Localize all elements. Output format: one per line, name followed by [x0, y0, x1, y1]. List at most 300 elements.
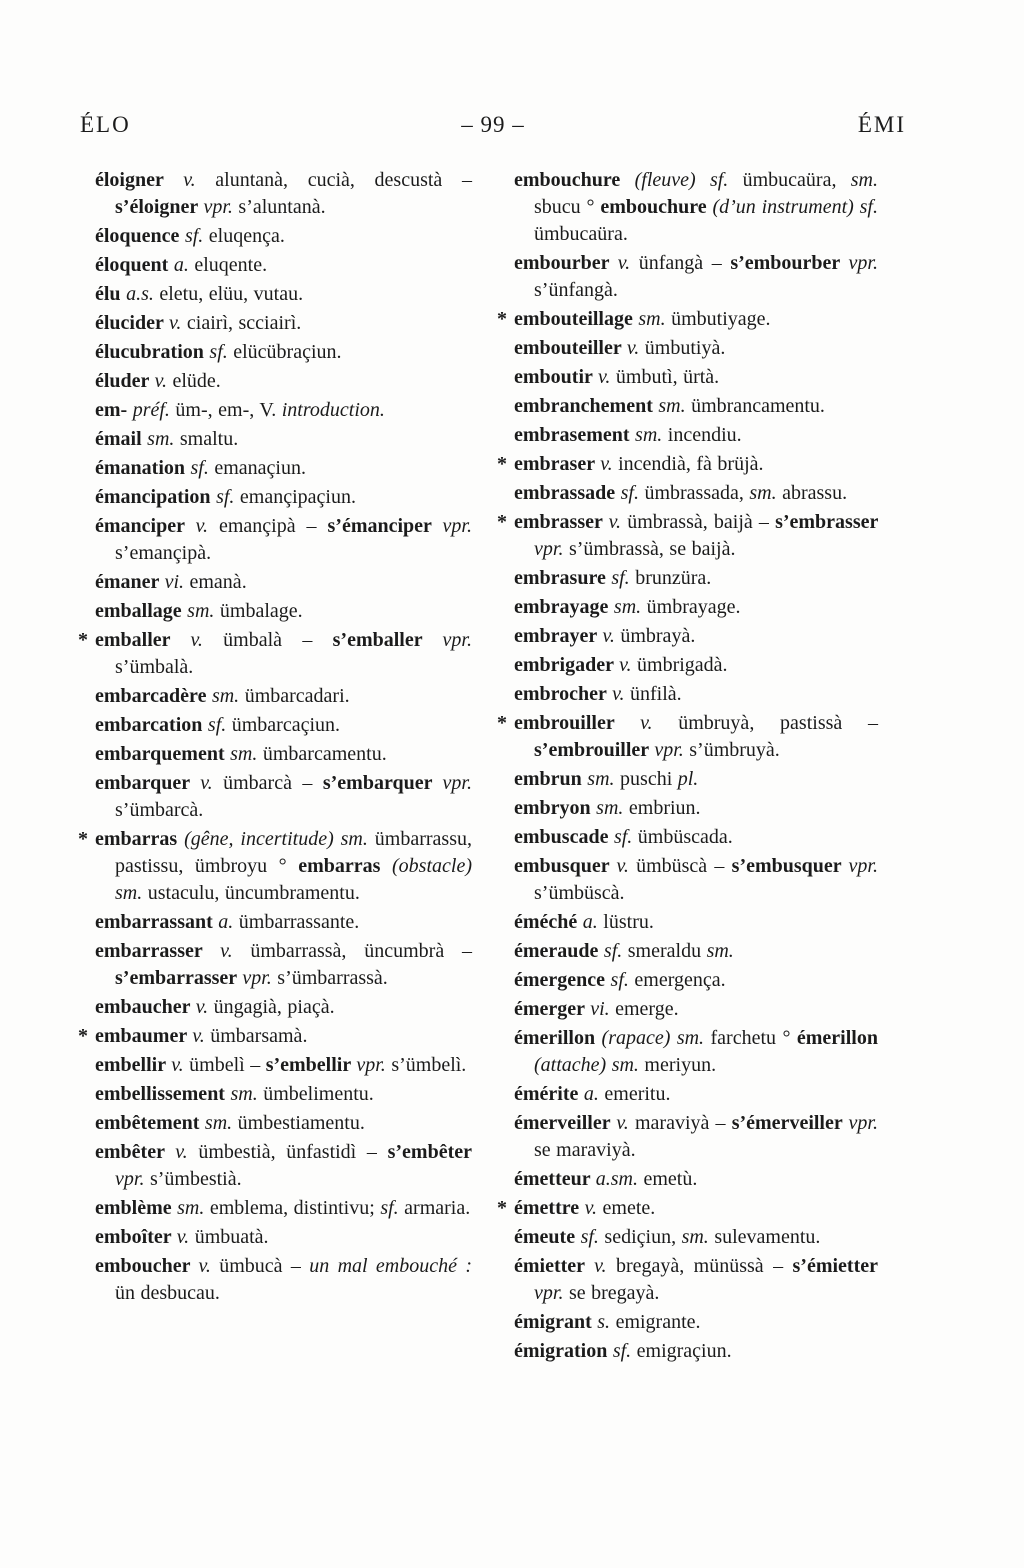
translation-text: eluqença.: [208, 225, 285, 247]
translation-text: aluntanà, cucià, descustà –: [215, 169, 472, 191]
grammar-label: vpr.: [848, 1112, 878, 1134]
grammar-label: v.: [594, 1255, 616, 1277]
translation-text: emigrante.: [615, 1311, 701, 1333]
headword: emboîter: [95, 1226, 177, 1248]
homonym-star-marker: *: [497, 712, 507, 734]
headword: embraser: [514, 453, 601, 475]
dictionary-entry: [497, 996, 878, 1023]
headword: embêtement: [95, 1112, 205, 1134]
headword: embarquer: [95, 772, 201, 794]
translation-text: ümbuatà.: [194, 1226, 269, 1248]
dictionary-entry: [497, 335, 878, 362]
grammar-label: vpr.: [848, 855, 878, 877]
grammar-label: vpr.: [442, 515, 472, 537]
grammar-label: sf.: [620, 482, 645, 504]
grammar-label: vpr.: [534, 1282, 569, 1304]
dictionary-entry: [78, 310, 472, 337]
translation-text: ümbestià, ünfastidì –: [198, 1141, 388, 1163]
header-guideword-right: ÉMI: [857, 112, 906, 137]
translation-text: se bregayà.: [568, 1282, 660, 1304]
grammar-label: v.: [617, 252, 639, 274]
dictionary-entry: [78, 1195, 472, 1222]
translation-text: ümbrassà, baijà –: [627, 511, 776, 533]
translation-text: s’ümbarcà.: [115, 799, 204, 821]
translation-text: ümbestiamentu.: [237, 1112, 365, 1134]
headword: élucubration: [95, 341, 210, 363]
headword: émanciper: [95, 515, 196, 537]
headword: s’embêter: [387, 1141, 472, 1163]
translation-text: emeritu.: [604, 1083, 671, 1105]
headword: embouteillage: [514, 308, 639, 330]
grammar-label: sm.: [177, 1197, 210, 1219]
translation-text: emergença.: [634, 969, 726, 991]
grammar-label: v.: [176, 1226, 195, 1248]
headword: émanation: [95, 457, 191, 479]
grammar-label: a.: [173, 254, 195, 276]
headword: émérite: [514, 1083, 584, 1105]
dictionary-entry: [78, 1081, 472, 1108]
dictionary-entry: [497, 795, 878, 822]
translation-text: ümbelì –: [189, 1054, 266, 1076]
translation-text: ümbutì, ürtà.: [615, 366, 720, 388]
headword: embrasement: [514, 424, 636, 446]
grammar-label: sf.: [190, 457, 215, 479]
dictionary-entry: [78, 339, 472, 366]
translation-text: smaltu.: [179, 428, 239, 450]
headword: éloigner: [95, 169, 184, 191]
grammar-label: un mal embouché :: [309, 1255, 472, 1277]
headword: s’émanciper: [327, 515, 443, 537]
dictionary-entry: [497, 1224, 878, 1251]
dictionary-entry: [497, 509, 878, 563]
grammar-label: (attache) sm.: [534, 1054, 645, 1076]
grammar-label: sf.: [613, 826, 638, 848]
headword: emboucher: [95, 1255, 199, 1277]
text-columns: [78, 167, 878, 1367]
translation-text: s’ümbrassà, se baijà.: [568, 538, 736, 560]
headword: élu: [95, 283, 127, 305]
page-header: [80, 112, 906, 138]
grammar-label: v.: [154, 370, 173, 392]
grammar-label: sm.: [749, 482, 783, 504]
dictionary-entry: [78, 938, 472, 992]
headword: embrocher: [514, 683, 613, 705]
headword: embellir: [95, 1054, 172, 1076]
grammar-label: sf.: [612, 1340, 637, 1362]
grammar-label: sm.: [706, 940, 734, 962]
translation-text: meriyun.: [644, 1054, 717, 1076]
grammar-label: v.: [198, 1255, 220, 1277]
grammar-label: préf.: [132, 399, 176, 421]
dictionary-entry: [497, 1309, 878, 1336]
dictionary-entry: [497, 681, 878, 708]
translation-text: incendià, fà brüjà.: [618, 453, 764, 475]
grammar-label: sf.: [603, 940, 628, 962]
dictionary-entry: [497, 1166, 878, 1193]
translation-text: ümbrayà.: [620, 625, 696, 647]
headword: émeute: [514, 1226, 581, 1248]
dictionary-entry: [78, 598, 472, 625]
translation-text: ünfangà –: [638, 252, 731, 274]
dictionary-entry: [78, 770, 472, 824]
headword: embusquer: [514, 855, 617, 877]
translation-text: ümbrancamentu.: [691, 395, 825, 417]
headword: embarquement: [95, 743, 231, 765]
headword: embarrasser: [95, 940, 221, 962]
dictionary-entry: [78, 513, 472, 567]
translation-text: s’ümbüscà.: [534, 882, 625, 904]
homonym-star-marker: *: [497, 453, 507, 475]
grammar-label: sf.: [610, 969, 635, 991]
headword: embaucher: [95, 996, 196, 1018]
dictionary-entry: [78, 484, 472, 511]
dictionary-entry: [497, 250, 878, 304]
headword: embrayage: [514, 596, 614, 618]
headword: émeraude: [514, 940, 604, 962]
grammar-label: (fleuve) sf.: [634, 169, 743, 191]
translation-text: emetù.: [643, 1168, 698, 1190]
translation-text: ünfilà.: [629, 683, 682, 705]
dictionary-entry: [78, 627, 472, 681]
grammar-label: vpr.: [654, 739, 690, 761]
grammar-label: sf.: [380, 1197, 405, 1219]
dictionary-entry: [497, 967, 878, 994]
dictionary-entry: [497, 1338, 878, 1365]
dictionary-entry: [78, 281, 472, 308]
headword: émerillon: [514, 1027, 602, 1049]
header-guideword-left: ÉLO: [80, 112, 131, 137]
translation-text: emigraçiun.: [636, 1340, 732, 1362]
headword: emblème: [95, 1197, 178, 1219]
grammar-label: a.: [583, 1083, 605, 1105]
dictionary-entry: [78, 909, 472, 936]
translation-text: ümbarrassu, pastissu, ümbroyu °: [115, 828, 472, 877]
dictionary-entry: [78, 426, 472, 453]
headword: éloquence: [95, 225, 185, 247]
grammar-label: vpr.: [356, 1054, 392, 1076]
grammar-label: v.: [600, 453, 619, 475]
headword: éloquent: [95, 254, 174, 276]
translation-text: ümbarsamà.: [210, 1025, 308, 1047]
translation-text: ümbalà –: [223, 629, 333, 651]
translation-text: ümbarcamentu.: [262, 743, 387, 765]
header-page-number: – 99 –: [461, 112, 525, 137]
translation-text: maraviyà –: [634, 1112, 732, 1134]
homonym-star-marker: *: [497, 511, 507, 533]
headword: embarcation: [95, 714, 208, 736]
grammar-label: sf.: [207, 714, 232, 736]
translation-text: sulevamentu.: [714, 1226, 821, 1248]
headword: s’embarrasser: [115, 967, 243, 989]
dictionary-entry: [78, 712, 472, 739]
grammar-label: vpr.: [115, 1168, 150, 1190]
grammar-label: (d’un instrument) sf.: [712, 196, 878, 218]
dictionary-entry: [497, 623, 878, 650]
dictionary-entry: [497, 1253, 878, 1307]
headword: s’embourber: [730, 252, 849, 274]
translation-text: ümbucaüra.: [534, 223, 628, 245]
headword: embranchement: [514, 395, 659, 417]
dictionary-entry: [497, 1025, 878, 1079]
grammar-label: vpr.: [242, 967, 278, 989]
headword: embourber: [514, 252, 618, 274]
grammar-label: v.: [195, 515, 219, 537]
grammar-label: v.: [616, 1112, 635, 1134]
headword: émail: [95, 428, 148, 450]
translation-text: emanaçiun.: [214, 457, 306, 479]
grammar-label: v.: [626, 337, 645, 359]
headword: embuscade: [514, 826, 614, 848]
grammar-label: v.: [612, 683, 630, 705]
translation-text: elücübraçiun.: [233, 341, 342, 363]
dictionary-entry: [78, 994, 472, 1021]
translation-text: ümbruyà, pastissà –: [678, 712, 878, 734]
headword: émerillon: [796, 1027, 878, 1049]
translation-text: se maraviyà.: [534, 1139, 636, 1161]
headword: émancipation: [95, 486, 217, 508]
translation-text: ümbüscada.: [637, 826, 733, 848]
translation-text: incendiu.: [667, 424, 742, 446]
translation-text: ümbucaüra,: [742, 169, 851, 191]
translation-text: bregayà, münüssà –: [615, 1255, 793, 1277]
headword: embryon: [514, 797, 597, 819]
translation-text: s’ünfangà.: [534, 279, 618, 301]
grammar-label: vpr.: [848, 252, 878, 274]
translation-text: lüstru.: [603, 911, 654, 933]
headword: émigration: [514, 1340, 613, 1362]
headword: embrasser: [514, 511, 609, 533]
headword: s’éloigner: [115, 196, 204, 218]
headword: embarrassant: [95, 911, 219, 933]
grammar-label: vpr.: [534, 538, 569, 560]
grammar-label: introduction.: [281, 399, 385, 421]
translation-text: smeraldu: [627, 940, 707, 962]
translation-text: ümbucà –: [219, 1255, 310, 1277]
headword: s’émerveiller: [731, 1112, 849, 1134]
grammar-label: sm.: [681, 1226, 715, 1248]
translation-text: embriun.: [628, 797, 701, 819]
dictionary-entry: [78, 397, 472, 424]
translation-text: s’emançipà.: [115, 542, 212, 564]
grammar-label: vpr.: [203, 196, 239, 218]
grammar-label: sf.: [611, 567, 636, 589]
translation-text: ümbutiyage.: [671, 308, 771, 330]
grammar-label: v.: [195, 996, 214, 1018]
translation-text: ümbarrassante.: [238, 911, 360, 933]
translation-text: abrassu.: [782, 482, 848, 504]
headword: embouchure: [514, 169, 635, 191]
headword: s’embrasser: [775, 511, 879, 533]
dictionary-entry: [78, 223, 472, 250]
headword: embrassade: [514, 482, 621, 504]
grammar-label: sm.: [638, 308, 672, 330]
translation-text: ümbüscà –: [636, 855, 732, 877]
dictionary-entry: [78, 1023, 472, 1050]
grammar-label: sm.: [230, 1083, 264, 1105]
translation-text: emerge.: [615, 998, 679, 1020]
grammar-label: v.: [200, 772, 224, 794]
grammar-label: sf.: [216, 486, 240, 508]
dictionary-entry: [497, 364, 878, 391]
translation-text: s’ümbarrassà.: [277, 967, 388, 989]
dictionary-entry: [497, 909, 878, 936]
headword: s’embrouiller: [534, 739, 655, 761]
headword: embrayer: [514, 625, 603, 647]
grammar-label: v.: [619, 654, 638, 676]
headword: embrouiller: [514, 712, 641, 734]
dictionary-entry: [78, 252, 472, 279]
dictionary-entry: [78, 455, 472, 482]
headword: emballer: [95, 629, 191, 651]
grammar-label: v.: [584, 1197, 603, 1219]
grammar-label: s.: [597, 1311, 616, 1333]
homonym-star-marker: *: [497, 308, 507, 330]
translation-text: emete.: [602, 1197, 656, 1219]
headword: embarras: [95, 828, 185, 850]
translation-text: armaria.: [404, 1197, 471, 1219]
headword: éméché: [514, 911, 583, 933]
dictionary-entry: [497, 565, 878, 592]
grammar-label: sm.: [230, 743, 263, 765]
headword: embrun: [514, 768, 588, 790]
grammar-label: a.: [582, 911, 604, 933]
grammar-label: v.: [183, 169, 216, 191]
headword: émaner: [95, 571, 165, 593]
headword: emboutir: [514, 366, 599, 388]
dictionary-entry: [497, 766, 878, 793]
dictionary-entry: [78, 741, 472, 768]
grammar-label: v.: [190, 629, 224, 651]
translation-text: ümbrigadà.: [637, 654, 728, 676]
grammar-label: sf.: [580, 1226, 605, 1248]
dictionary-entry: [497, 1081, 878, 1108]
grammar-label: v.: [169, 312, 187, 334]
headword: émergence: [514, 969, 611, 991]
dictionary-entry: [78, 569, 472, 596]
dictionary-entry: [497, 594, 878, 621]
grammar-label: a.sm.: [595, 1168, 644, 1190]
grammar-label: v.: [192, 1025, 211, 1047]
headword: emballage: [95, 600, 188, 622]
translation-text: sediçiun,: [604, 1226, 682, 1248]
grammar-label: (rapace) sm.: [601, 1027, 711, 1049]
dictionary-entry: [497, 1195, 878, 1222]
headword: embaumer: [95, 1025, 193, 1047]
translation-text: üm-, em-, V.: [175, 399, 282, 421]
dictionary-entry: [78, 1224, 472, 1251]
translation-text: ustaculu, üncumbramentu.: [147, 882, 360, 904]
headword: émietter: [514, 1255, 595, 1277]
translation-text: ümbrayage.: [646, 596, 741, 618]
translation-text: puschi: [620, 768, 678, 790]
headword: embarras: [298, 855, 393, 877]
headword: s’embusquer: [731, 855, 849, 877]
translation-text: emanà.: [189, 571, 247, 593]
translation-text: farchetu °: [710, 1027, 797, 1049]
headword: embouchure: [600, 196, 713, 218]
dictionary-entry: [78, 1139, 472, 1193]
homonym-star-marker: *: [78, 629, 88, 651]
column-right: [497, 167, 878, 1367]
dictionary-entry: [497, 306, 878, 333]
grammar-label: sm.: [613, 596, 647, 618]
translation-text: brunzüra.: [635, 567, 712, 589]
translation-text: s’ümbruyà.: [689, 739, 780, 761]
grammar-label: sm.: [635, 424, 668, 446]
dictionary-entry: [78, 368, 472, 395]
headword: embrigader: [514, 654, 620, 676]
headword: émettre: [514, 1197, 585, 1219]
headword: élucider: [95, 312, 170, 334]
grammar-label: v.: [602, 625, 621, 647]
grammar-label: sm.: [596, 797, 629, 819]
grammar-label: v.: [171, 1054, 190, 1076]
grammar-label: v.: [220, 940, 251, 962]
headword: s’émietter: [792, 1255, 878, 1277]
grammar-label: vi.: [164, 571, 190, 593]
headword: s’embellir: [265, 1054, 357, 1076]
translation-text: emançipà –: [218, 515, 328, 537]
translation-text: eletu, elüu, vutau.: [159, 283, 304, 305]
grammar-label: v.: [598, 366, 616, 388]
grammar-label: sm.: [850, 169, 878, 191]
dictionary-entry: [497, 824, 878, 851]
grammar-label: sm.: [187, 600, 220, 622]
translation-text: ümbrassada,: [644, 482, 750, 504]
dictionary-entry: [497, 451, 878, 478]
dictionary-entry: [78, 1052, 472, 1079]
dictionary-entry: [78, 683, 472, 710]
headword: éluder: [95, 370, 155, 392]
dictionary-entry: [497, 1110, 878, 1164]
homonym-star-marker: *: [78, 1025, 88, 1047]
dictionary-entry: [497, 938, 878, 965]
translation-text: ciairì, scciairì.: [186, 312, 302, 334]
translation-text: ümbutiyà.: [644, 337, 726, 359]
translation-text: ümbarcà –: [223, 772, 323, 794]
dictionary-entry: [78, 167, 472, 221]
grammar-label: v.: [175, 1141, 199, 1163]
dictionary-entry: [497, 853, 878, 907]
headword: émigrant: [514, 1311, 598, 1333]
translation-text: eluqente.: [194, 254, 268, 276]
translation-text: emançipaçiun.: [239, 486, 356, 508]
dictionary-entry: [78, 1253, 472, 1307]
headword: embellissement: [95, 1083, 231, 1105]
grammar-label: sm.: [587, 768, 621, 790]
headword: embrasure: [514, 567, 612, 589]
translation-text: ümbalage.: [219, 600, 303, 622]
translation-text: s’ümbalà.: [115, 656, 194, 678]
dictionary-entry: [497, 652, 878, 679]
dictionary-entry: [497, 422, 878, 449]
headword: embêter: [95, 1141, 176, 1163]
grammar-label: vpr.: [442, 772, 472, 794]
dictionary-entry: [78, 826, 472, 907]
headword: embarcadère: [95, 685, 212, 707]
grammar-label: pl.: [677, 768, 699, 790]
homonym-star-marker: *: [78, 828, 88, 850]
translation-text: sbucu °: [534, 196, 601, 218]
translation-text: ümbelimentu.: [263, 1083, 374, 1105]
translation-text: üngagià, piaçà.: [213, 996, 335, 1018]
headword: embouteiller: [514, 337, 627, 359]
grammar-label: (gêne, incertitude) sm.: [184, 828, 375, 850]
grammar-label: vpr.: [442, 629, 472, 651]
headword: émetteur: [514, 1168, 596, 1190]
grammar-label: v.: [608, 511, 628, 533]
grammar-label: sf.: [209, 341, 234, 363]
